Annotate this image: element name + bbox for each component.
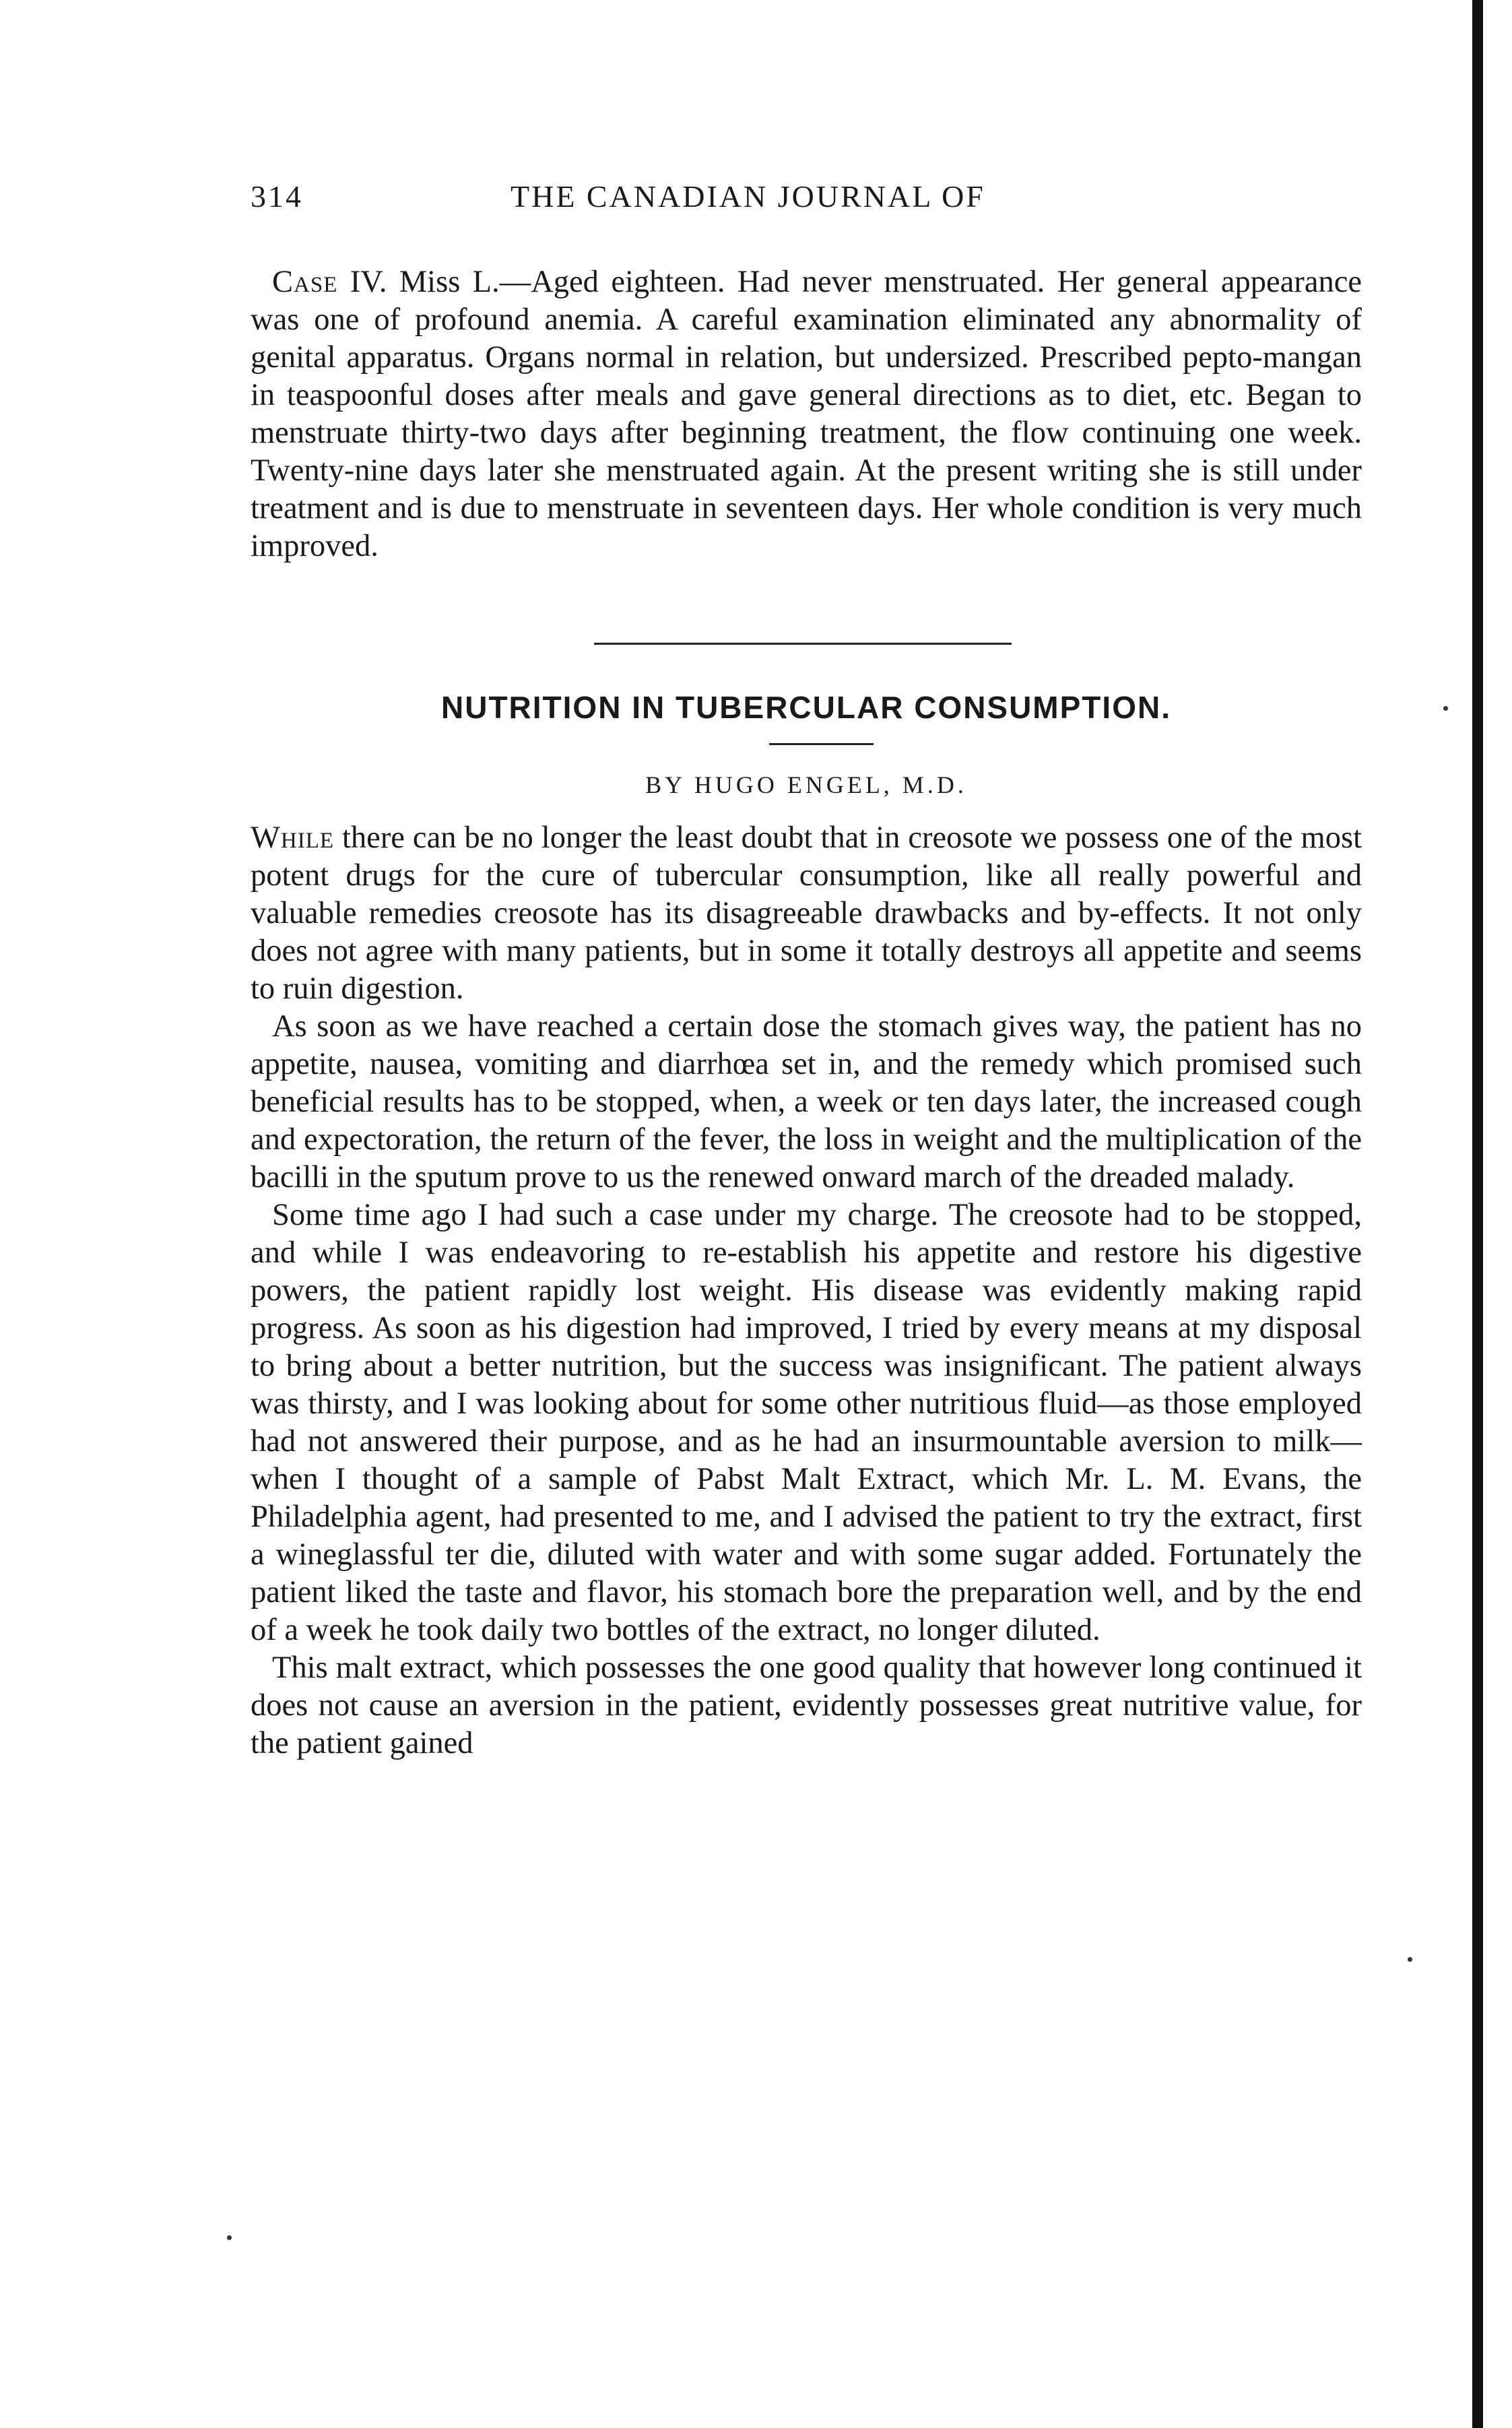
case-lead-word: Case [272,265,338,299]
running-head [251,179,1362,226]
article-title: NUTRITION IN TUBERCULAR CONSUMPTION. [441,690,1171,725]
article-lead-word: While [251,821,335,855]
case-iv-text: IV. Miss L.—Aged eighteen. Had never menstruated. Her general appearance was one of profound anemia. A careful examination eliminated any abnormality of genital apparatus. Organs normal in relation, but undersized. Prescribed pepto-mangan in teaspoonful doses after meals and gave general directions as to diet, etc. Began to menstruate thirty-two days after beginning treatment, the flow continuing one week. Twenty-nine days later she menstruated again. At the present writing she is still under treatment and is due to menstruate in seventeen days. Her whole condition is very much improved. [251,265,1362,563]
title-divider [769,743,874,745]
running-title: THE CANADIAN JOURNAL OF [511,179,985,214]
article-paragraph: Some time ago I had such a case under my charge. The creosote had to be stopped, and while I was endeavoring to re-establish his appetite and restore his digestive powers, the patient rapidly lost weight. His disease was evidently making rapid progress. As soon as his digestion had improved, I tried by every means at my disposal to bring about a better nutrition, but the success was insignificant. The patient always was thirsty, and I was looking about for some other nutritious fluid—as those employed had not answered their purpose, and as he had an insurmountable aversion to milk—when I thought of a sample of Pabst Malt Extract, which Mr. L. M. Evans, the Philadelphia agent, had presented to me, and I advised the patient to try the extract, first a wineglassful ter die, diluted with water and with some sugar added. Fortunately the patient liked the taste and flavor, his stomach bore the preparation well, and by the end of a week he took daily two bottles of the extract, no longer diluted. [251,1198,1362,1647]
page-number: 314 [251,179,303,214]
article-paragraph: As soon as we have reached a certain dose the stomach gives way, the patient has no appetite, nausea, vomiting and diarrhœa set in, and the remedy which promised such beneficial results has to be stopped, when, a week or ten days later, the increased cough and expectoration, the return of the fever, the loss in weight and the multiplication of the bacilli in the sputum prove to us the renewed onward march of the dreaded malady. [251,1009,1362,1194]
scan-speck [227,2235,232,2240]
case-iv-paragraph [251,263,1362,565]
section-divider [594,643,1012,645]
paragraph-text: there can be no longer the least doubt that in creosote we possess one of the most potent drugs for the cure of tubercular consumption, like all really powerful and valuable remedies creosote has its disagreeable drawbacks and by-effects. It not only does not agree with many patients, but in some it totally destroys all appetite and seems to ruin digestion. [251,821,1362,1006]
article-paragraph: This malt extract, which possesses the one good quality that however long continued it does not cause an aversion in the patient, evidently possesses great nutritive value, for the patient gained [251,1651,1362,1760]
article-paragraph [251,819,1362,1008]
scan-speck [1408,1957,1412,1962]
article-byline: BY HUGO ENGEL, M.D. [645,771,967,798]
journal-page [251,179,1362,1762]
scan-speck [1443,706,1448,711]
scan-edge-line [1472,0,1483,2428]
